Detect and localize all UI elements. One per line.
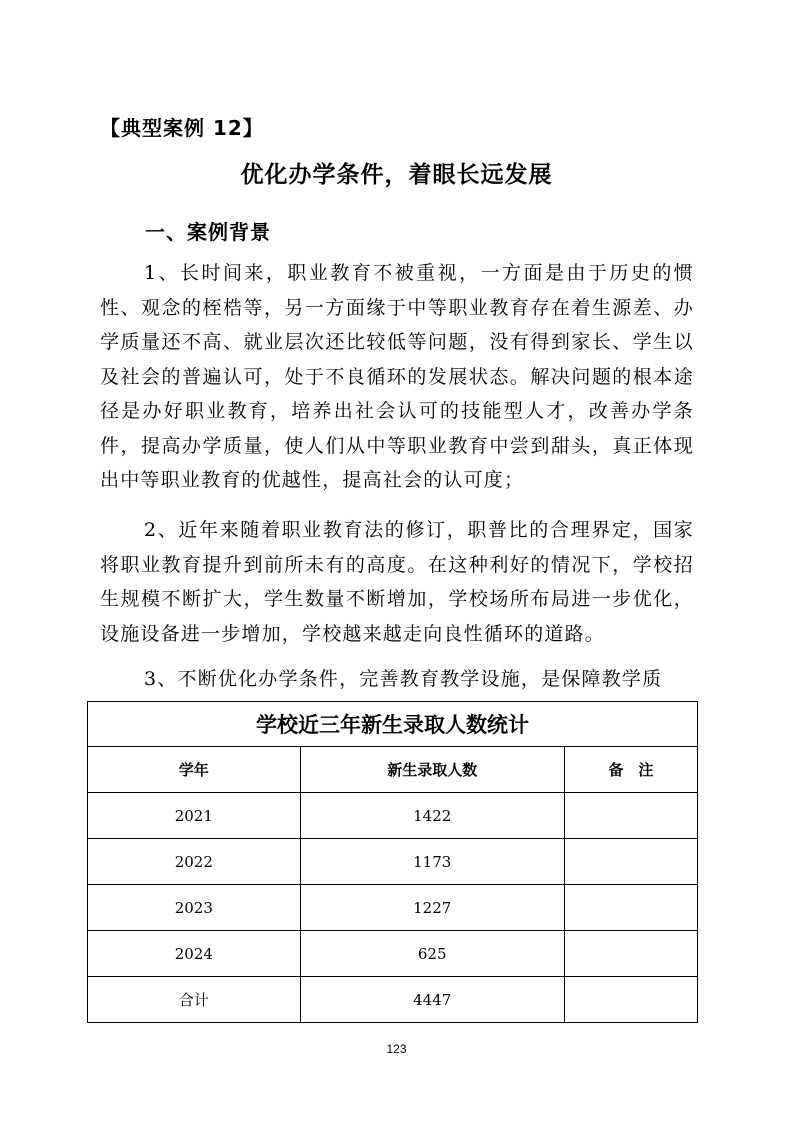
case-tag: 【典型案例 12】: [100, 116, 264, 140]
cell-year: 2024: [88, 931, 301, 977]
cell-year: 2023: [88, 885, 301, 931]
cell-note: [564, 931, 697, 977]
cell-year: 2022: [88, 839, 301, 885]
section-heading: 一、案例背景: [145, 220, 271, 244]
header-year: 学年: [88, 747, 301, 793]
table-row: [88, 839, 698, 885]
table-row: [88, 931, 698, 977]
table-caption: 学校近三年新生录取人数统计: [88, 702, 698, 747]
paragraph-2: 2、近年来随着职业教育法的修订，职普比的合理界定，国家将职业教育提升到前所未有的高度。在这种利好的情况下，学校招生规模不断扩大，学生数量不断增加，学校场所布局进一步优化，设施设备进一步增加，学校越来越走向良性循环的道路。: [100, 519, 694, 645]
cell-count: 1422: [300, 793, 564, 839]
cell-note: [564, 885, 697, 931]
header-note: 备 注: [564, 747, 697, 793]
paragraph-1: 1、长时间来，职业教育不被重视，一方面是由于历史的惯性、观念的桎梏等，另一方面缘于中等职业教育存在着生源差、办学质量还不高、就业层次还比较低等问题，没有得到家长、学生以及社会的普遍认可，处于不良循环的发展状态。解决问题的根本途径是办好职业教育，培养出社会认可的技能型人才，改善办学条件，提高办学质量，使人们从中等职业教育中尝到甜头，真正体现出中等职业教育的优越性，提高社会的认可度；: [100, 262, 694, 491]
cell-year: 合计: [88, 977, 301, 1023]
enrollment-table: [87, 701, 698, 1023]
table-row: [88, 793, 698, 839]
cell-count: 1173: [300, 839, 564, 885]
cell-count: 4447: [300, 977, 564, 1023]
table-row-total: [88, 977, 698, 1023]
cell-note: [564, 977, 697, 1023]
cell-note: [564, 839, 697, 885]
table-row: [88, 885, 698, 931]
cell-count: 625: [300, 931, 564, 977]
cell-year: 2021: [88, 793, 301, 839]
header-count: 新生录取人数: [300, 747, 564, 793]
paragraph-3: 3、不断优化办学条件，完善教育教学设施，是保障教学质: [144, 668, 663, 690]
cell-note: [564, 793, 697, 839]
table-header-row: [88, 747, 698, 793]
page-title: 优化办学条件，着眼长远发展: [240, 161, 553, 188]
page-number: 123: [386, 1042, 407, 1056]
cell-count: 1227: [300, 885, 564, 931]
